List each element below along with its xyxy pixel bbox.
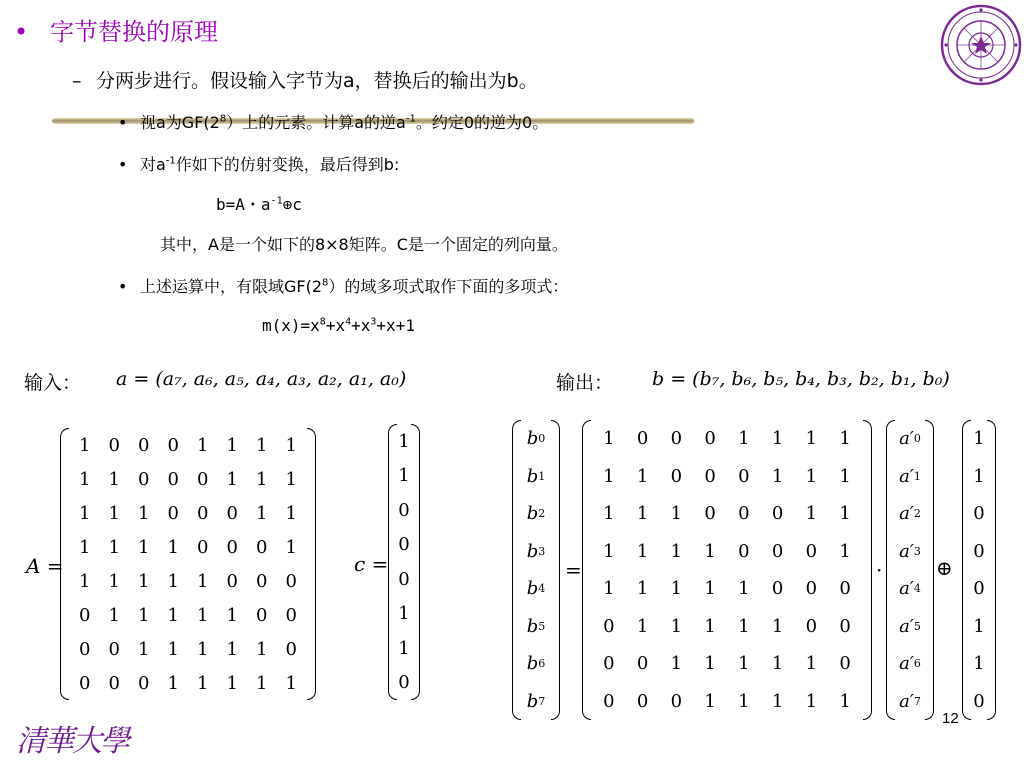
matrix-cell: 0 — [138, 434, 150, 456]
matrix-cell: 0 — [167, 434, 179, 456]
bracket-right — [925, 420, 934, 720]
matrix-cell: 0 — [197, 536, 209, 558]
matrix-cell: 0 — [603, 690, 615, 712]
matrix-cell: 1 — [636, 465, 649, 487]
dash-bullet: – — [72, 70, 82, 92]
title-text: 字节替换的原理 — [50, 18, 218, 46]
matrix-cell: 1 — [636, 540, 649, 562]
bracket-right — [551, 420, 560, 720]
matrix-cell: 1 — [108, 468, 120, 490]
bracket-right — [987, 420, 996, 720]
matrix-cell: 1 — [285, 434, 297, 456]
matrix-cell: 1 — [138, 638, 150, 660]
poly-part: m(x)=x — [262, 316, 320, 335]
bullet-dot: • — [118, 155, 128, 174]
matrix-cell: 1 — [771, 428, 784, 450]
vector-b-cells — [522, 420, 550, 720]
c-label: c = — [354, 552, 389, 576]
bullet-dot: • — [118, 113, 128, 132]
matrix-cell: 1 — [805, 690, 818, 712]
title-bullet: • — [14, 18, 29, 46]
bracket-right — [307, 428, 316, 700]
bullet3-exp: 8 — [322, 277, 329, 289]
vector-b-cell: b 3 — [526, 540, 546, 562]
matrix-cell: 0 — [670, 465, 683, 487]
matrix-cell: 1 — [839, 690, 851, 712]
input-label: 输入： — [24, 372, 82, 394]
bracket-left — [388, 424, 397, 700]
matrix-cell: 0 — [79, 672, 91, 694]
affine-formula — [216, 192, 302, 215]
poly-exp: 4 — [345, 316, 352, 328]
vector-cell: 0 — [398, 499, 410, 521]
matrix-cell: 1 — [704, 690, 716, 712]
matrix-cell: 1 — [167, 570, 179, 592]
matrix-cell: 0 — [108, 434, 120, 456]
bullet2-inv: -1 — [165, 155, 176, 167]
bullet1-pre: 视a为GF(2 — [140, 113, 220, 132]
matrix-cell: 1 — [138, 502, 150, 524]
formula-pre: b=A・a — [216, 195, 271, 214]
matrix-cell: 1 — [226, 604, 238, 626]
matrix-cell: 0 — [805, 615, 818, 637]
field-polynomial — [262, 316, 415, 335]
matrix-cell: 1 — [226, 434, 238, 456]
bullet3-post: ）的域多项式取作下面的多项式： — [328, 277, 569, 296]
bullet-affine — [118, 152, 399, 175]
vector-c-right — [962, 420, 996, 720]
matrix-A-left — [60, 428, 316, 700]
matrix-cell: 1 — [603, 428, 615, 450]
matrix-cell: 0 — [138, 672, 150, 694]
matrix-cell: 1 — [805, 465, 818, 487]
A-label: A = — [26, 554, 64, 578]
matrix-cell: 0 — [670, 428, 683, 450]
vector-b-cell: b 0 — [526, 428, 546, 450]
matrix-cell: 1 — [256, 638, 268, 660]
matrix-cell: 0 — [738, 503, 750, 525]
matrix-cell: 1 — [79, 434, 91, 456]
step-intro-line — [72, 66, 538, 93]
vector-a-prime — [886, 420, 934, 720]
xor-operator: ⊕ — [936, 556, 953, 580]
vector-cell: 1 — [398, 465, 410, 487]
matrix-cell: 1 — [138, 536, 150, 558]
matrix-cell: 0 — [636, 690, 649, 712]
matrix-cell: 1 — [704, 653, 716, 675]
matrix-cell: 0 — [226, 502, 238, 524]
matrix-cell: 1 — [108, 570, 120, 592]
matrix-cell: 1 — [670, 578, 683, 600]
bracket-left — [962, 420, 971, 720]
matrix-cell: 1 — [839, 428, 851, 450]
output-label: 输出： — [556, 372, 614, 394]
vector-b-cell: b 7 — [526, 690, 546, 712]
bracket-left — [512, 420, 521, 720]
bracket-right — [863, 420, 872, 720]
vector-a-prime-cell: a′ 3 — [899, 540, 921, 562]
matrix-cell: 1 — [738, 428, 750, 450]
matrix-cell: 0 — [167, 468, 179, 490]
matrix-cell: 1 — [636, 615, 649, 637]
matrix-cell: 1 — [79, 536, 91, 558]
matrix-cell: 0 — [771, 540, 784, 562]
vector-c-right-cells — [972, 420, 986, 720]
matrix-cell: 1 — [79, 570, 91, 592]
poly-part: +x — [325, 316, 346, 335]
matrix-cell: 1 — [226, 672, 238, 694]
matrix-cell: 1 — [256, 434, 268, 456]
matrix-cell: 1 — [839, 503, 851, 525]
matrix-cell: 1 — [167, 672, 179, 694]
vector-b-cell: b 5 — [526, 615, 546, 637]
vector-cell: 1 — [973, 428, 985, 450]
matrix-cell: 1 — [167, 604, 179, 626]
vector-c-left — [388, 424, 420, 700]
poly-part: +x — [351, 316, 371, 335]
matrix-cell: 1 — [670, 503, 683, 525]
matrix-cell: 1 — [167, 638, 179, 660]
matrix-cell: 1 — [79, 502, 91, 524]
matrix-cell: 0 — [197, 468, 209, 490]
bullet-dot: • — [118, 277, 128, 296]
vector-cell: 1 — [398, 603, 410, 625]
matrix-cell: 1 — [805, 653, 818, 675]
matrix-cell: 0 — [108, 638, 120, 660]
matrix-cell: 1 — [197, 638, 209, 660]
bullet-polynomial — [118, 274, 568, 297]
output-expression: b = (b₇, b₆, b₅, b₄, b₃, b₂, b₁, b₀) — [652, 368, 950, 390]
vector-cell: 0 — [973, 690, 985, 712]
bracket-right — [411, 424, 420, 700]
matrix-cell: 1 — [738, 578, 750, 600]
bullet-inverse — [118, 110, 548, 133]
matrix-cell: 1 — [285, 468, 297, 490]
matrix-cell: 0 — [805, 578, 818, 600]
matrix-cell: 1 — [603, 540, 615, 562]
matrix-cell: 1 — [670, 615, 683, 637]
vector-a-prime-cell: a′ 4 — [899, 578, 921, 600]
matrix-cell: 1 — [771, 690, 784, 712]
matrix-cell: 1 — [285, 536, 297, 558]
matrix-cell: 1 — [738, 690, 750, 712]
matrix-A-cells — [70, 428, 306, 700]
matrix-cell: 1 — [226, 468, 238, 490]
vector-a-prime-cell: a′ 5 — [899, 615, 921, 637]
vector-a-prime-cell: a′ 0 — [899, 428, 921, 450]
poly-exp: 3 — [370, 316, 377, 328]
vector-cell: 1 — [398, 637, 410, 659]
slide-title — [14, 12, 218, 47]
vector-b-cell: b 6 — [526, 653, 546, 675]
matrix-cell: 0 — [670, 690, 683, 712]
matrix-cell: 1 — [285, 672, 297, 694]
matrix-cell: 1 — [138, 604, 150, 626]
matrix-cell: 1 — [226, 638, 238, 660]
matrix-cell: 0 — [285, 638, 297, 660]
matrix-cell: 0 — [285, 604, 297, 626]
vector-a-prime-cell: a′ 7 — [899, 690, 921, 712]
matrix-cell: 1 — [108, 536, 120, 558]
poly-exp: 8 — [319, 316, 326, 328]
matrix-cell: 1 — [704, 578, 716, 600]
formula-inv: -1 — [270, 195, 283, 207]
matrix-cell: 0 — [839, 615, 851, 637]
bracket-left — [582, 420, 591, 720]
matrix-cell: 0 — [636, 428, 649, 450]
matrix-cell: 1 — [167, 536, 179, 558]
page-number: 12 — [942, 710, 959, 727]
matrix-cell: 1 — [636, 503, 649, 525]
matrix-note: 其中，A是一个如下的8×8矩阵。C是一个固定的列向量。 — [160, 235, 568, 254]
matrix-cell: 0 — [839, 578, 851, 600]
matrix-cell: 0 — [226, 570, 238, 592]
matrix-A-right-cells — [592, 420, 862, 720]
dot-operator: · — [876, 558, 883, 582]
vector-b-cell: b 1 — [526, 465, 546, 487]
matrix-cell: 1 — [79, 468, 91, 490]
matrix-cell: 0 — [197, 502, 209, 524]
matrix-cell: 1 — [603, 465, 615, 487]
bullet1-exp: 8 — [219, 113, 227, 125]
matrix-cell: 1 — [603, 503, 615, 525]
matrix-cell: 0 — [79, 604, 91, 626]
vector-cell: 0 — [398, 672, 410, 694]
bullet3-pre: 上述运算中，有限域GF(2 — [140, 277, 323, 296]
matrix-cell: 1 — [670, 653, 683, 675]
matrix-cell: 0 — [738, 540, 750, 562]
matrix-cell: 1 — [670, 540, 683, 562]
matrix-cell: 1 — [839, 465, 851, 487]
matrix-cell: 1 — [108, 604, 120, 626]
vector-cell: 0 — [973, 540, 985, 562]
matrix-cell: 1 — [738, 653, 750, 675]
matrix-cell: 1 — [256, 502, 268, 524]
matrix-cell: 1 — [636, 578, 649, 600]
vector-cell: 0 — [398, 534, 410, 556]
formula-post: ⊕c — [282, 195, 302, 214]
vector-cell: 0 — [973, 503, 985, 525]
vector-b-cell: b 4 — [526, 578, 546, 600]
poly-part: +x+1 — [376, 316, 415, 335]
matrix-cell: 1 — [738, 615, 750, 637]
matrix-cell: 1 — [256, 468, 268, 490]
vector-a-prime-cell: a′ 2 — [899, 503, 921, 525]
vector-c-cells — [398, 424, 410, 700]
matrix-cell: 1 — [805, 428, 818, 450]
matrix-cell: 0 — [79, 638, 91, 660]
matrix-cell: 0 — [256, 536, 268, 558]
vector-cell: 0 — [398, 568, 410, 590]
matrix-cell: 0 — [704, 428, 716, 450]
matrix-cell: 0 — [771, 503, 784, 525]
matrix-cell: 0 — [771, 578, 784, 600]
matrix-cell: 0 — [839, 653, 851, 675]
vector-b — [512, 420, 560, 720]
matrix-cell: 1 — [197, 604, 209, 626]
matrix-cell: 0 — [704, 465, 716, 487]
vector-a-prime-cell: a′ 6 — [899, 653, 921, 675]
matrix-cell: 0 — [226, 536, 238, 558]
matrix-cell: 0 — [603, 615, 615, 637]
vector-b-cell: b 2 — [526, 503, 546, 525]
vector-cell: 0 — [973, 578, 985, 600]
matrix-cell: 1 — [603, 578, 615, 600]
bullet2-pre: 对a — [140, 155, 166, 174]
matrix-cell: 0 — [285, 570, 297, 592]
matrix-cell: 1 — [108, 502, 120, 524]
matrix-cell: 0 — [256, 604, 268, 626]
matrix-cell: 0 — [138, 468, 150, 490]
bullet1-inv: -1 — [405, 113, 416, 125]
matrix-cell: 1 — [285, 502, 297, 524]
bullet1-tail: 。约定0的逆为0。 — [415, 113, 549, 132]
matrix-cell: 1 — [197, 672, 209, 694]
vector-a-prime-cells — [896, 420, 924, 720]
bracket-left — [886, 420, 895, 720]
vector-a-prime-cell: a′ 1 — [899, 465, 921, 487]
vector-cell: 1 — [973, 465, 985, 487]
matrix-cell: 1 — [704, 540, 716, 562]
matrix-cell: 1 — [771, 465, 784, 487]
bullet2-post: 作如下的仿射变换，最后得到b: — [175, 155, 400, 174]
matrix-cell: 1 — [771, 615, 784, 637]
input-expression: a = (a₇, a₆, a₅, a₄, a₃, a₂, a₁, a₀) — [116, 368, 407, 390]
matrix-cell: 0 — [738, 465, 750, 487]
vector-cell: 1 — [973, 653, 985, 675]
matrix-cell: 1 — [138, 570, 150, 592]
vector-cell: 1 — [973, 615, 985, 637]
matrix-cell: 0 — [108, 672, 120, 694]
matrix-cell: 1 — [256, 672, 268, 694]
matrix-cell: 0 — [167, 502, 179, 524]
matrix-A-right — [582, 420, 872, 720]
university-logo-text: 清華大學 — [16, 724, 128, 759]
matrix-cell: 1 — [197, 570, 209, 592]
step-intro-text: 分两步进行。假设输入字节为a，替换后的输出为b。 — [96, 70, 538, 92]
bullet1-post: ）上的元素。计算a的逆a — [226, 113, 406, 132]
university-seal-icon — [940, 4, 1022, 86]
matrix-cell: 0 — [636, 653, 649, 675]
matrix-cell: 0 — [704, 503, 716, 525]
matrix-cell: 1 — [805, 503, 818, 525]
bracket-left — [60, 428, 69, 700]
equals-sign: = — [565, 558, 582, 582]
vector-cell: 1 — [398, 430, 410, 452]
matrix-cell: 1 — [704, 615, 716, 637]
matrix-cell: 0 — [256, 570, 268, 592]
matrix-cell: 1 — [839, 540, 851, 562]
matrix-cell: 1 — [771, 653, 784, 675]
matrix-cell: 1 — [197, 434, 209, 456]
matrix-cell: 0 — [603, 653, 615, 675]
matrix-cell: 0 — [805, 540, 818, 562]
